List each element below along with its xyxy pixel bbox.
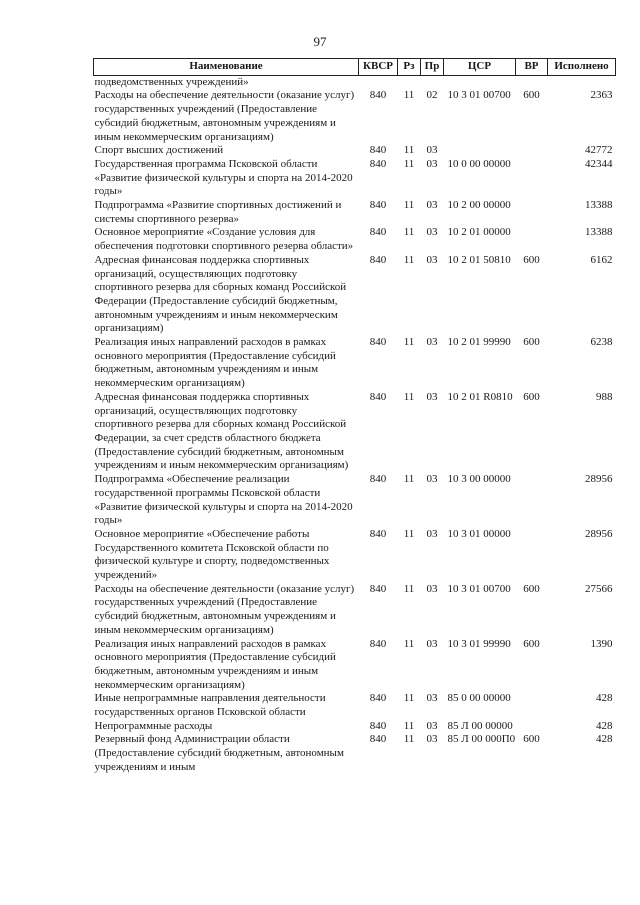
row-pr: 03	[426, 733, 438, 746]
header-executed: Исполнено	[548, 59, 616, 76]
header-rz: Рз	[398, 59, 421, 76]
row-csr: 10 0 00 00000	[447, 157, 511, 170]
row-vr	[516, 692, 548, 719]
row-rz: 11	[403, 144, 415, 157]
table-row	[94, 199, 616, 226]
row-kvsr: 840	[369, 390, 387, 403]
table-row	[94, 391, 616, 473]
row-pr: 02	[426, 89, 438, 102]
row-vr: 600	[523, 89, 540, 102]
row-name: Реализация иных направлений расходов в рамках основного мероприятия (Предоставление субсидий бюджетным, автономным учреждениям и иным некоммерческим организациям)	[94, 637, 336, 691]
row-pr: 03	[426, 336, 438, 349]
row-name: Реализация иных направлений расходов в рамках основного мероприятия (Предоставление субсидий бюджетным, автономным учреждениям и иным некоммерческим организациям)	[94, 336, 336, 390]
table-row	[94, 75, 616, 89]
row-rz	[398, 75, 421, 89]
row-vr: 600	[523, 390, 540, 403]
row-csr: 85 Л 00 000П0	[447, 733, 516, 746]
row-pr: 03	[426, 390, 438, 403]
row-csr: 10 3 01 00700	[447, 89, 511, 102]
row-csr: 10 2 00 00000	[447, 199, 511, 212]
row-executed: 28956	[585, 473, 613, 486]
row-name: Непрограммные расходы	[94, 719, 213, 732]
row-pr: 03	[426, 473, 438, 486]
row-executed: 6162	[590, 253, 613, 266]
row-vr: 600	[523, 637, 540, 650]
header-vr: ВР	[516, 59, 548, 76]
row-pr: 03	[426, 527, 438, 540]
row-pr: 03	[426, 226, 438, 239]
row-kvsr: 840	[369, 582, 387, 595]
row-name: Подпрограмма «Обеспечение реализации государственной программы Псковской области «Развитие физической культуры и спорта на 2014-2020 годы»	[94, 473, 353, 527]
table-row	[94, 733, 616, 774]
row-rz: 11	[403, 719, 415, 732]
row-pr: 03	[426, 582, 438, 595]
table-row	[94, 158, 616, 199]
row-vr: 600	[523, 582, 540, 595]
row-kvsr: 840	[369, 253, 387, 266]
row-rz: 11	[403, 157, 415, 170]
header-name: Наименование	[94, 59, 359, 76]
row-rz: 11	[403, 733, 415, 746]
row-executed: 42772	[585, 144, 613, 157]
row-executed: 428	[596, 719, 613, 732]
row-kvsr: 840	[369, 199, 387, 212]
row-rz: 11	[403, 692, 415, 705]
row-csr: 85 Л 00 00000	[447, 719, 513, 732]
row-pr	[421, 75, 444, 89]
row-kvsr: 840	[369, 733, 387, 746]
table-header-row	[94, 59, 616, 76]
row-name: Расходы на обеспечение деятельности (оказание услуг) государственных учреждений (Предоставление субсидий бюджетным, автономным учреждениям и иным некоммерческим организациям)	[94, 582, 355, 636]
row-csr	[444, 144, 516, 158]
table-row	[94, 144, 616, 158]
row-rz: 11	[403, 637, 415, 650]
row-executed: 13388	[585, 199, 613, 212]
row-kvsr: 840	[369, 226, 387, 239]
table-row	[94, 692, 616, 719]
row-name: Расходы на обеспечение деятельности (оказание услуг) государственных учреждений (Предоставление субсидий бюджетным, автономным учреждениям и иным некоммерческим организациям)	[94, 89, 355, 143]
row-executed: 27566	[585, 582, 613, 595]
row-name: Основное мероприятие «Создание условия для обеспечения подготовки спортивного резерва области»	[94, 226, 354, 253]
row-kvsr: 840	[369, 637, 387, 650]
row-csr	[444, 75, 516, 89]
row-kvsr: 840	[369, 336, 387, 349]
row-executed: 1390	[590, 637, 613, 650]
budget-table	[93, 58, 616, 775]
table-row	[94, 89, 616, 144]
page-number: 97	[313, 34, 327, 49]
row-name: Спорт высших достижений	[94, 144, 224, 157]
row-csr: 10 3 00 00000	[447, 473, 511, 486]
row-kvsr: 840	[369, 144, 387, 157]
row-vr	[516, 528, 548, 583]
row-vr: 600	[523, 336, 540, 349]
row-executed	[548, 75, 616, 89]
header-csr: ЦСР	[444, 59, 516, 76]
table-row	[94, 720, 616, 734]
row-rz: 11	[403, 527, 415, 540]
row-executed: 988	[596, 390, 613, 403]
table-body	[94, 75, 616, 774]
row-rz: 11	[403, 199, 415, 212]
table-row	[94, 528, 616, 583]
row-vr	[516, 226, 548, 253]
row-name: Государственная программа Псковской области «Развитие физической культуры и спорта на 2014-2020 годы»	[94, 157, 353, 198]
row-kvsr: 840	[369, 719, 387, 732]
row-executed: 13388	[585, 226, 613, 239]
header-pr: Пр	[421, 59, 444, 76]
row-rz: 11	[403, 89, 415, 102]
row-rz: 11	[403, 473, 415, 486]
row-name: Адресная финансовая поддержка спортивных организаций, осуществляющих подготовку спортивного резерва для сборных команд Российской Федерации, за счет средств областного бюджета (Предоставление субсидий бюджетным, автономным учреждениям и иным некоммерческим организациям)	[94, 390, 349, 472]
row-pr: 03	[426, 144, 438, 157]
row-kvsr: 840	[369, 692, 387, 705]
row-executed: 6238	[590, 336, 613, 349]
row-kvsr: 840	[369, 473, 387, 486]
row-executed: 2363	[590, 89, 613, 102]
row-executed: 428	[596, 692, 613, 705]
row-pr: 03	[426, 157, 438, 170]
row-csr: 10 3 01 00700	[447, 582, 511, 595]
row-vr	[516, 144, 548, 158]
table-row	[94, 473, 616, 528]
row-name: Основное мероприятие «Обеспечение работы Государственного комитета Псковской области по физической культуре и спорту, подведомственных учреждений»	[94, 527, 330, 582]
row-kvsr: 840	[369, 89, 387, 102]
row-vr	[516, 75, 548, 89]
table-row	[94, 254, 616, 336]
row-rz: 11	[403, 390, 415, 403]
row-pr: 03	[426, 692, 438, 705]
table-row	[94, 226, 616, 253]
row-name: подведомственных учреждений»	[94, 75, 249, 88]
row-vr	[516, 158, 548, 199]
row-executed: 428	[596, 733, 613, 746]
row-name: Резервный фонд Администрации области (Предоставление субсидий бюджетным, автономным учреждениям и иным	[94, 733, 344, 773]
row-pr: 03	[426, 199, 438, 212]
row-csr: 85 0 00 00000	[447, 692, 511, 705]
row-kvsr	[359, 75, 398, 89]
row-csr: 10 3 01 99990	[447, 637, 511, 650]
row-name: Адресная финансовая поддержка спортивных организаций, осуществляющих подготовку спортивного резерва для сборных команд Российской Федерации (Предоставление субсидий бюджетным, автономным учреждениям и иным некоммерческим организациям)	[94, 253, 347, 335]
row-kvsr: 840	[369, 527, 387, 540]
row-csr: 10 2 01 99990	[447, 336, 511, 349]
row-name: Подпрограмма «Развитие спортивных достижений и системы спортивного резерва»	[94, 199, 342, 225]
row-executed: 28956	[585, 527, 613, 540]
row-vr: 600	[523, 733, 540, 746]
row-rz: 11	[403, 582, 415, 595]
row-rz: 11	[403, 336, 415, 349]
row-vr	[516, 473, 548, 528]
header-kvsr: КВСР	[359, 59, 398, 76]
row-rz: 11	[403, 253, 415, 266]
row-vr	[516, 199, 548, 226]
row-csr: 10 2 01 00000	[447, 226, 511, 239]
row-csr: 10 2 01 50810	[447, 253, 511, 266]
row-rz: 11	[403, 226, 415, 239]
row-csr: 10 2 01 R0810	[447, 390, 513, 403]
row-kvsr: 840	[369, 157, 387, 170]
table-row	[94, 336, 616, 391]
row-vr: 600	[523, 253, 540, 266]
row-pr: 03	[426, 637, 438, 650]
table-row	[94, 638, 616, 693]
row-pr: 03	[426, 253, 438, 266]
row-csr: 10 3 01 00000	[447, 527, 511, 540]
row-name: Иные непрограммные направления деятельности государственных органов Псковской области	[94, 692, 326, 719]
row-executed: 42344	[585, 157, 613, 170]
row-pr: 03	[426, 719, 438, 732]
table-row	[94, 583, 616, 638]
row-vr	[516, 720, 548, 734]
